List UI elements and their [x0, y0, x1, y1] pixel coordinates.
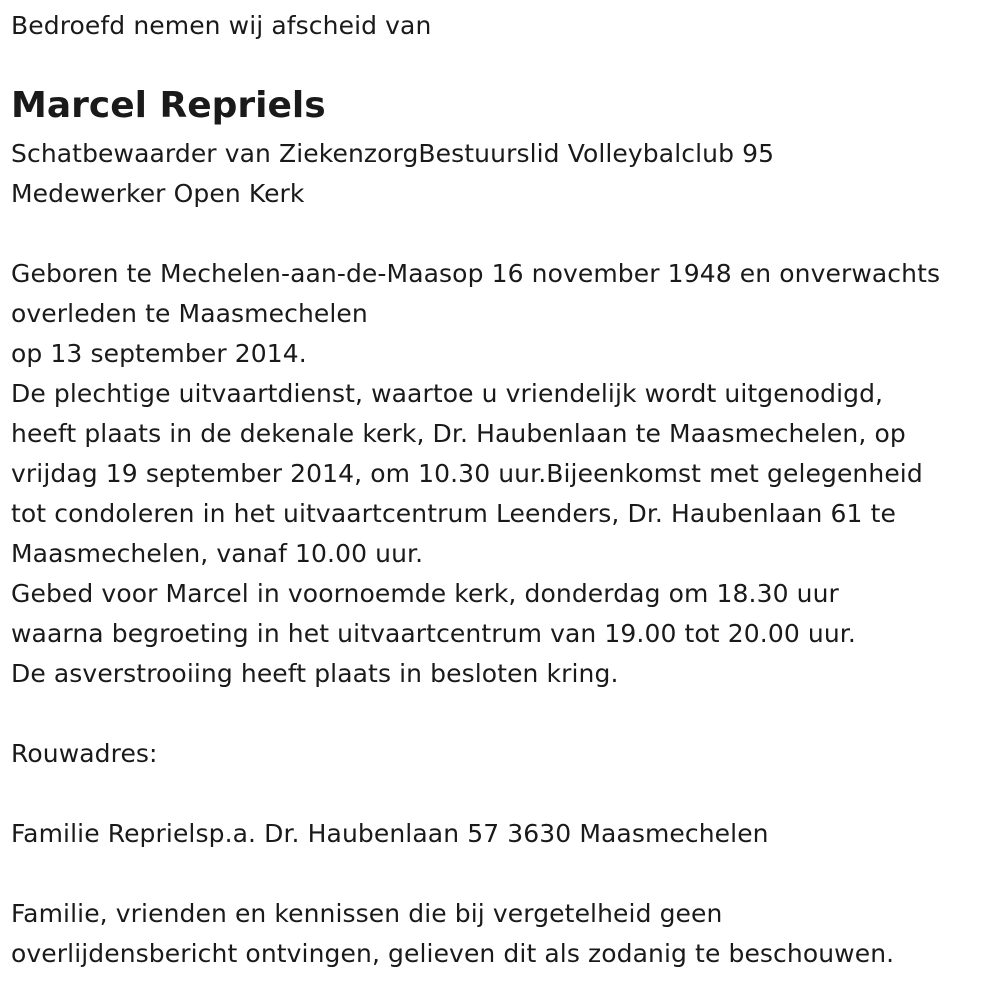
title-line: Medewerker Open Kerk [11, 179, 305, 208]
body-line: heeft plaats in de dekenale kerk, Dr. Haubenlaan te Maasmechelen, op [11, 419, 906, 448]
body-line: op 13 september 2014. [11, 339, 307, 368]
body-text-block [11, 254, 940, 694]
body-line: overleden te Maasmechelen [11, 299, 368, 328]
body-line: Gebed voor Marcel in voornoemde kerk, donderdag om 18.30 uur [11, 579, 839, 608]
body-line: vrijdag 19 september 2014, om 10.30 uur.Bijeenkomst met gelegenheid [11, 459, 923, 488]
closing-line: Familie, vrienden en kennissen die bij vergetelheid geen [11, 899, 723, 928]
titles-block [11, 134, 774, 214]
body-line: tot condoleren in het uitvaartcentrum Leenders, Dr. Haubenlaan 61 te [11, 499, 896, 528]
address-label: Rouwadres: [11, 739, 158, 768]
body-line: De asverstrooiing heeft plaats in besloten kring. [11, 659, 619, 688]
closing-block [11, 894, 894, 974]
body-line: Geboren te Mechelen-aan-de-Maasop 16 november 1948 en onverwachts [11, 259, 941, 288]
address-text: Familie Reprielsp.a. Dr. Haubenlaan 57 3630 Maasmechelen [11, 819, 769, 848]
closing-line: overlijdensbericht ontvingen, gelieven dit als zodanig te beschouwen. [11, 939, 895, 968]
intro-text: Bedroefd nemen wij afscheid van [11, 11, 432, 40]
body-line: waarna begroeting in het uitvaartcentrum van 19.00 tot 20.00 uur. [11, 619, 856, 648]
body-line: De plechtige uitvaartdienst, waartoe u vriendelijk wordt uitgenodigd, [11, 379, 884, 408]
title-line: Schatbewaarder van ZiekenzorgBestuurslid Volleybalclub 95 [11, 139, 775, 168]
body-line: Maasmechelen, vanaf 10.00 uur. [11, 539, 424, 568]
deceased-name: Marcel Repriels [11, 85, 326, 126]
